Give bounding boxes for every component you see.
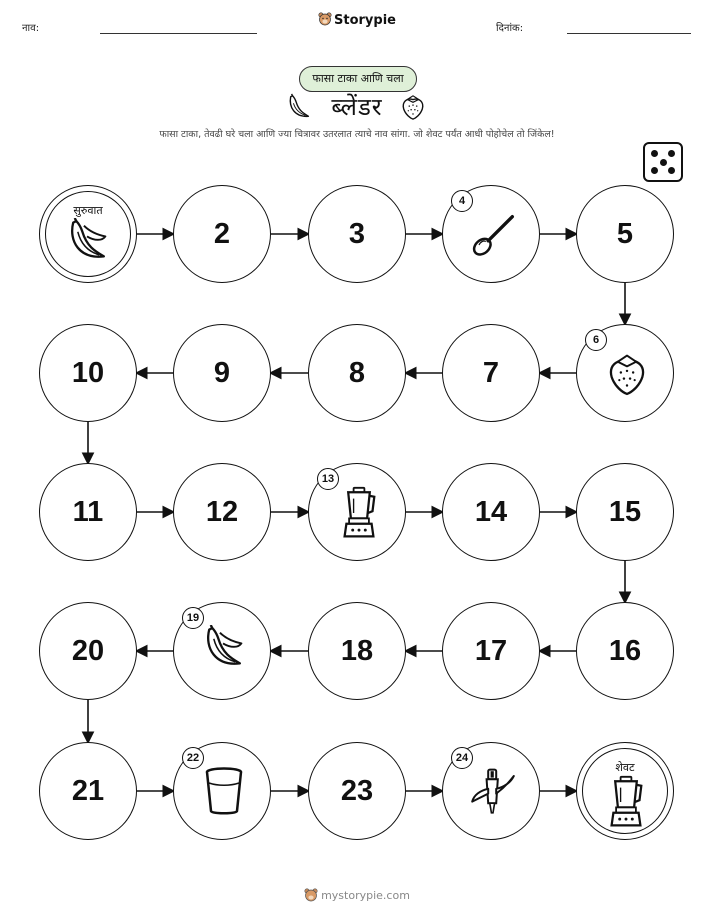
- cell-number-badge: 4: [451, 190, 473, 212]
- cell-number-badge: 13: [317, 468, 339, 490]
- board-cell-18: [308, 602, 406, 700]
- board-cell-11: [39, 463, 137, 561]
- start-cell: [39, 185, 137, 283]
- cell-number: 21: [71, 774, 105, 807]
- board-cell-7: [442, 324, 540, 422]
- cell-number: 5: [616, 217, 634, 250]
- cell-number-badge: 24: [451, 747, 473, 769]
- blade-icon: [469, 766, 517, 822]
- start-label: सुरुवात: [73, 204, 103, 217]
- cell-number: 16: [608, 634, 642, 667]
- cell-number: 3: [348, 217, 366, 250]
- footer: [0, 888, 714, 902]
- banana-icon: [200, 625, 246, 675]
- cell-number: 12: [205, 495, 239, 528]
- board-cell-15: [576, 463, 674, 561]
- board-cell-10: [39, 324, 137, 422]
- board-cell-23: [308, 742, 406, 840]
- end-label: शेवट: [615, 761, 635, 774]
- cell-number: 14: [474, 495, 508, 528]
- cell-number: 9: [213, 356, 231, 389]
- board-cell-14: [442, 463, 540, 561]
- name-label: नाव:: [22, 23, 40, 34]
- cell-number: 15: [608, 495, 642, 528]
- board-cell-20: [39, 602, 137, 700]
- board-cell-9: [173, 324, 271, 422]
- board-cell-12: [173, 463, 271, 561]
- game-title: ब्लेंडर: [331, 93, 383, 121]
- strawberry-icon: [604, 349, 650, 403]
- banana-icon: [64, 218, 110, 268]
- cell-number: 18: [340, 634, 374, 667]
- brand-name: Storypie: [334, 13, 396, 28]
- cell-number: 10: [71, 356, 105, 389]
- board-cell-17: [442, 602, 540, 700]
- cell-number-badge: 22: [182, 747, 204, 769]
- cell-number: 17: [474, 634, 508, 667]
- spoon-icon: [469, 210, 519, 264]
- cell-number-badge: 6: [585, 329, 607, 351]
- cell-number: 23: [340, 774, 374, 807]
- footer-site: mystorypie.com: [321, 889, 410, 902]
- board-cell-16: [576, 602, 674, 700]
- cell-number: 2: [213, 217, 231, 250]
- cell-number: 11: [72, 495, 104, 528]
- date-label: दिनांक:: [496, 23, 524, 34]
- blender-icon: [339, 486, 379, 544]
- board-cell-8: [308, 324, 406, 422]
- cell-number: 7: [482, 356, 500, 389]
- cell-number: 8: [348, 356, 366, 389]
- end-cell: [576, 742, 674, 840]
- board-cell-2: [173, 185, 271, 283]
- bear-icon: [304, 888, 318, 902]
- game-instructions: फासा टाका, तेवढी घरे चला आणि ज्या चित्रावर उतरलात त्याचे नाव सांगा. जो शेवट पर्यंत आधी पोहोचेल तो जिंकेल!: [159, 129, 555, 140]
- board-cell-3: [308, 185, 406, 283]
- blender-icon: [606, 775, 646, 833]
- board-cell-5: [576, 185, 674, 283]
- cell-number: 20: [71, 634, 105, 667]
- game-subtitle-pill: फासा टाका आणि चला: [299, 66, 417, 92]
- glass-icon: [204, 767, 244, 821]
- board-cell-21: [39, 742, 137, 840]
- cell-number-badge: 19: [182, 607, 204, 629]
